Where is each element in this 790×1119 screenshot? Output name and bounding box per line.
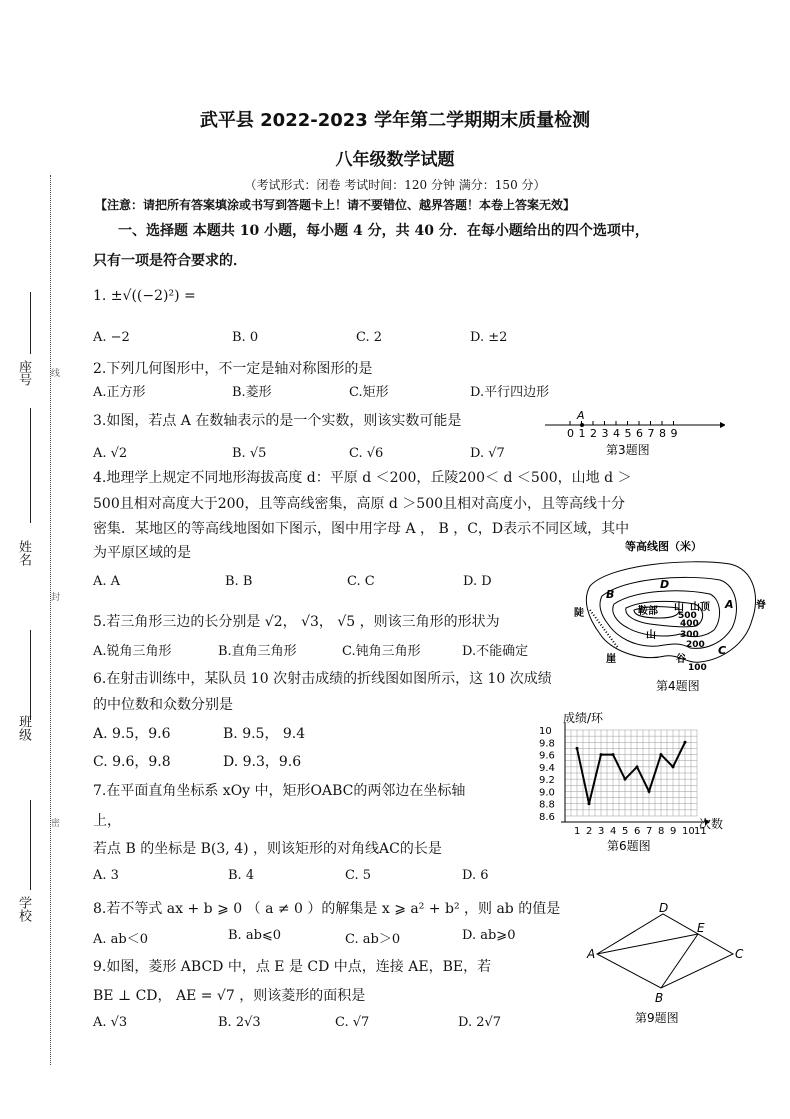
x-tick-label-8: 8 — [658, 826, 665, 837]
q1-option-c: C. 2 — [356, 330, 383, 345]
class-line — [30, 630, 31, 720]
q9-option-d: D. 2√7 — [458, 1015, 502, 1030]
tick-label-8: 8 — [659, 427, 666, 440]
label-b: B — [606, 588, 615, 601]
seal-char-2: 封 — [49, 592, 59, 601]
data-point-1 — [576, 747, 579, 750]
tick-label-4: 4 — [613, 427, 620, 440]
q2-option-c: C.矩形 — [349, 385, 389, 400]
point-b: B — [655, 991, 664, 1005]
point-a-dot — [580, 423, 584, 427]
point-c: C — [735, 947, 744, 961]
label-cliff: 崖 — [606, 654, 616, 665]
q4-figure-caption: 第4题图 — [656, 679, 700, 693]
q3-option-d: D. √7 — [470, 446, 505, 461]
tick-label-6: 6 — [636, 427, 643, 440]
seat-label: 座号 — [16, 360, 31, 386]
q4-line3: 密集．某地区的等高线地图如下图示，图中用字母 A ， B ，C，D表示不同区域，其中 — [93, 521, 630, 537]
label-d: D — [660, 578, 670, 591]
data-point-9 — [672, 765, 675, 768]
cliff-hatch — [590, 610, 618, 648]
q9-option-c: C. √7 — [335, 1015, 370, 1030]
contour-map-title: 等高线图（米） — [625, 540, 702, 553]
chart-ylabel: 成绩/环 — [563, 711, 604, 725]
seal-char-3: 密 — [49, 818, 59, 827]
q7-line3: 若点 B 的坐标是 B(3, 4) ，则该矩形的对角线AC的长是 — [93, 841, 442, 857]
q6-figure-caption: 第6题图 — [607, 839, 651, 853]
q1-option-b: B. 0 — [232, 330, 259, 345]
label-summit: 山顶 — [690, 602, 710, 613]
q4-line2: 500且相对高度大于200，且等高线密集，高原 d ＞500且相对高度小，且等高线十分 — [93, 496, 626, 512]
q4-option-c: C. C — [347, 574, 375, 589]
chart-xlabel: 次数 — [699, 817, 724, 831]
tick-label-5: 5 — [624, 427, 632, 440]
data-point-4 — [612, 753, 615, 756]
label-a: A — [725, 598, 734, 611]
q5-option-b: B.直角三角形 — [218, 644, 297, 659]
q4-line1: 4.地理学上规定不同地形海拔高度 d：平原 d ＜200，丘陵200＜ d ＜500，山地 d ＞ — [93, 470, 632, 486]
label-saddle: 鞍部 — [638, 606, 658, 617]
q6-line-chart — [535, 710, 735, 858]
q8-stem: 8.若不等式 ax + b ⩾ 0 （ a ≠ 0 ）的解集是 x ⩾ a² + b² ，则 ab 的值是 — [93, 901, 561, 917]
section-heading-line1: 一、选择题 本题共 10 小题，每小题 4 分，共 40 分．在每小题给出的四个选项中， — [118, 223, 649, 239]
q4-option-d: D. D — [463, 574, 492, 589]
tick-label-1: 1 — [578, 427, 586, 440]
q1-stem: 1. ±√((−2)²) = — [93, 288, 196, 304]
q8-option-a: A. ab＜0 — [93, 932, 148, 947]
point-e: E — [697, 921, 705, 935]
q8-option-d: D. ab⩾0 — [462, 928, 516, 943]
school-line — [30, 800, 31, 890]
segment-be — [661, 934, 698, 988]
x-tick-label-10: 10 — [682, 826, 695, 837]
y-tick-label-9.0: 9.0 — [539, 787, 555, 799]
x-tick-label-5: 5 — [622, 826, 629, 837]
q6-option-c: C. 9.6，9.8 — [93, 754, 171, 770]
class-label: 班级 — [16, 715, 31, 741]
school-label: 学校 — [16, 896, 31, 922]
y-tick-label-9.8: 9.8 — [539, 738, 555, 750]
q3-option-a: A. √2 — [93, 446, 128, 461]
label-c: C — [718, 644, 727, 657]
data-point-5 — [624, 778, 627, 781]
q3-number-line-figure — [540, 405, 725, 460]
q6-option-b: B. 9.5， 9.4 — [223, 726, 306, 742]
tick-label-0: 0 — [567, 427, 574, 440]
q2-option-b: B.菱形 — [232, 385, 272, 400]
point-d: D — [659, 901, 669, 915]
tick-label-9: 9 — [670, 427, 678, 440]
q9-line1: 9.如图，菱形 ABCD 中，点 E 是 CD 中点，连接 AE，BE，若 — [93, 959, 492, 975]
x-tick-label-1: 1 — [574, 826, 581, 837]
data-point-7 — [648, 790, 651, 793]
contour-100 — [586, 562, 755, 662]
label-300: 300 — [680, 630, 699, 640]
y-tick-label-9.2: 9.2 — [539, 775, 555, 787]
q6-option-a: A. 9.5，9.6 — [93, 726, 171, 742]
tick-label-3: 3 — [601, 427, 609, 440]
q2-option-a: A.正方形 — [93, 385, 146, 400]
number-line-arrow — [720, 422, 725, 428]
q9-line2: BE ⊥ CD， AE = √7 ，则该菱形的面积是 — [93, 988, 366, 1004]
q2-option-d: D.平行四边形 — [470, 385, 550, 400]
x-tick-label-3: 3 — [598, 826, 605, 837]
y-tick-label-8.8: 8.8 — [539, 799, 555, 811]
q7-line1: 7.在平面直角坐标系 xOy 中，矩形OABC的两邻边在坐标轴 — [93, 783, 466, 799]
label-steep: 陡 — [574, 608, 584, 619]
x-tick-label-6: 6 — [634, 826, 641, 837]
q6-option-d: D. 9.3，9.6 — [223, 754, 302, 770]
exam-subtitle: 八年级数学试题 — [335, 150, 455, 170]
q4-option-b: B. B — [225, 574, 253, 589]
q5-option-d: D.不能确定 — [462, 644, 529, 659]
q3-option-b: B. √5 — [232, 446, 267, 461]
label-500: 500 — [678, 611, 697, 621]
q3-figure-caption: 第3题图 — [606, 443, 650, 457]
q2-stem: 2.下列几何图形中，不一定是轴对称图形的是 — [93, 361, 373, 377]
y-tick-label-9.6: 9.6 — [539, 750, 555, 762]
point-a: A — [587, 947, 596, 961]
point-a-label: A — [577, 409, 585, 422]
binding-dotted-line — [50, 175, 51, 1065]
rhombus-abcd — [597, 914, 733, 988]
contour-300 — [613, 591, 720, 637]
label-100: 100 — [688, 663, 707, 673]
exam-info: （考试形式：闭卷 考试时间：120 分钟 满分：150 分） — [244, 178, 546, 192]
q4-option-a: A. A — [93, 574, 121, 589]
data-point-8 — [660, 753, 663, 756]
q8-option-c: C. ab＞0 — [345, 932, 401, 947]
q3-stem: 3.如图，若点 A 在数轴表示的是一个实数，则该实数可能是 — [93, 413, 462, 429]
x-tick-label-4: 4 — [610, 826, 617, 837]
q1-option-d: D. ±2 — [470, 330, 508, 345]
q9-rhombus-figure — [585, 900, 745, 1030]
q7-line2: 上， — [93, 813, 121, 829]
y-tick-label-10: 10 — [539, 726, 552, 737]
data-point-6 — [636, 765, 639, 768]
data-point-2 — [588, 802, 591, 805]
x-tick-label-7: 7 — [646, 826, 653, 837]
q7-option-d: D. 6 — [462, 868, 489, 883]
x-tick-label-9: 9 — [670, 826, 677, 837]
q6-line1: 6.在射击训练中，某队员 10 次射击成绩的折线图如图所示，这 10 次成绩 — [93, 671, 552, 687]
q5-stem: 5.若三角形三边的长分别是 √2， √3， √5 ，则该三角形的形状为 — [93, 614, 500, 630]
y-tick-label-8.6: 8.6 — [539, 812, 555, 823]
q4-line4: 为平原区域的是 — [93, 545, 191, 561]
q9-figure-caption: 第9题图 — [635, 1011, 679, 1025]
tick-label-2: 2 — [590, 427, 597, 440]
q5-option-c: C.钝角三角形 — [342, 644, 421, 659]
q6-line2: 的中位数和众数分别是 — [93, 697, 233, 713]
label-mountain: 山 — [646, 630, 656, 641]
label-ridge: 脊 — [756, 600, 766, 611]
q5-option-a: A.锐角三角形 — [93, 644, 172, 659]
label-valley: 谷 — [676, 654, 686, 665]
name-line — [30, 408, 31, 523]
x-tick-label-2: 2 — [586, 826, 593, 837]
segment-ae — [597, 934, 698, 954]
seal-char-1: 线 — [49, 368, 59, 377]
x-tick-label-11: 11 — [694, 826, 707, 837]
q7-option-c: C. 5 — [345, 868, 372, 883]
label-mountain-2: 山 — [674, 602, 684, 613]
data-point-10 — [684, 741, 687, 744]
q9-option-a: A. √3 — [93, 1015, 128, 1030]
exam-title: 武平县 2022-2023 学年第二学期期末质量检测 — [199, 110, 591, 131]
q3-option-c: C. √6 — [349, 446, 384, 461]
q7-option-a: A. 3 — [93, 868, 119, 883]
section-heading-line2: 只有一项是符合要求的． — [93, 253, 247, 269]
q8-option-b: B. ab⩽0 — [228, 928, 282, 943]
name-label: 姓名 — [16, 540, 31, 566]
label-400: 400 — [680, 619, 699, 629]
seat-line — [30, 292, 31, 354]
y-tick-label-9.4: 9.4 — [539, 762, 555, 774]
tick-label-7: 7 — [647, 427, 655, 440]
q7-option-b: B. 4 — [228, 868, 255, 883]
q1-option-a: A. −2 — [93, 330, 130, 345]
q9-option-b: B. 2√3 — [218, 1015, 261, 1030]
label-200: 200 — [686, 640, 705, 650]
data-point-3 — [600, 753, 603, 756]
q4-contour-map-figure — [570, 538, 775, 698]
notice: 【注意：请把所有答案填涂或书写到答题卡上！请不要错位、越界答题！本卷上答案无效】 — [95, 198, 576, 212]
